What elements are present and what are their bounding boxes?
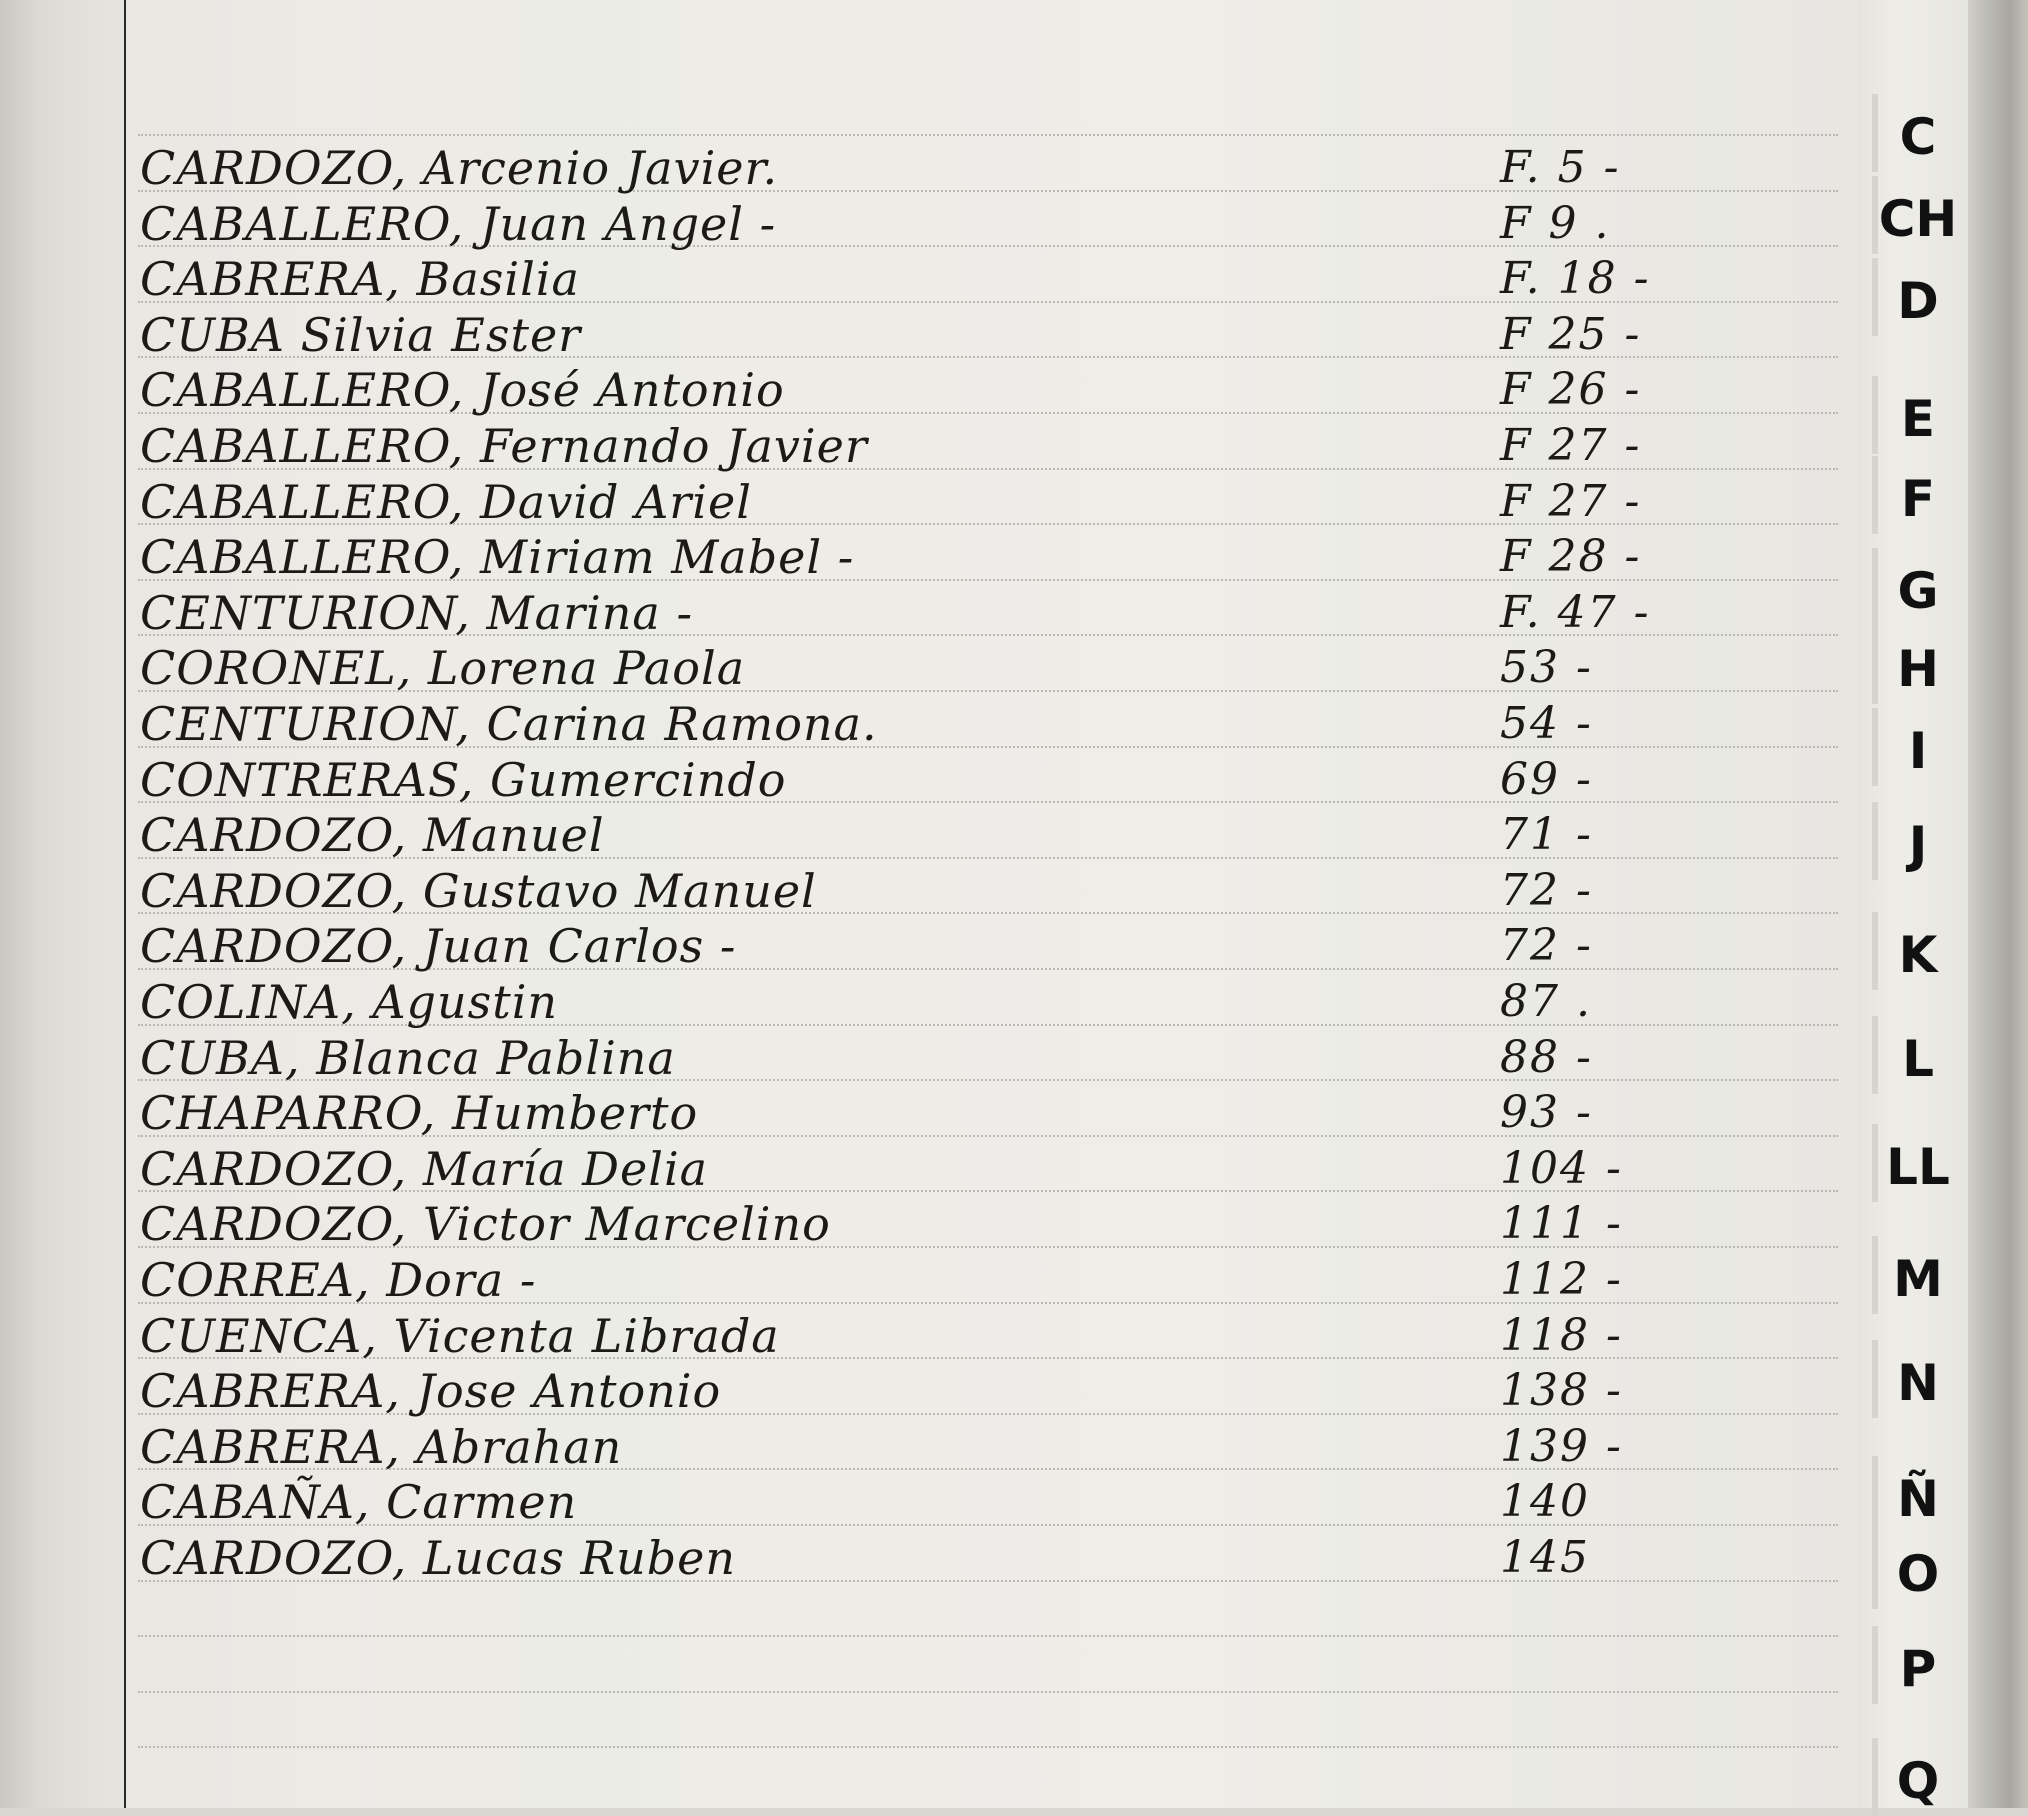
entry-name: CABAÑA, Carmen <box>140 1475 578 1529</box>
tab-divider <box>1872 912 1878 990</box>
entry-folio: 72 - <box>1500 865 1593 916</box>
tab-divider <box>1872 376 1878 454</box>
tab-divider <box>1872 708 1878 786</box>
entry-name: CARDOZO, Juan Carlos - <box>140 919 737 973</box>
entry-folio: 88 - <box>1500 1032 1593 1083</box>
entry-folio: 71 - <box>1500 809 1593 860</box>
tab-divider <box>1872 1016 1878 1094</box>
entry-name: CABRERA, Basilia <box>140 252 580 306</box>
entry-name: CONTRERAS, Gumercindo <box>140 753 787 807</box>
index-tab-k[interactable]: K <box>1898 926 1938 984</box>
entry-name: CABALLERO, Juan Angel - <box>140 197 777 251</box>
index-tab-c[interactable]: C <box>1899 108 1937 166</box>
entry-name: CUENCA, Vicenta Librada <box>140 1309 780 1363</box>
entry-name: CENTURION, Marina - <box>140 586 693 640</box>
entry-name: CABRERA, Abrahan <box>140 1420 623 1474</box>
entry-folio: 138 - <box>1500 1365 1623 1416</box>
entry-name: CABALLERO, José Antonio <box>140 363 785 417</box>
entry-name: CARDOZO, Victor Marcelino <box>140 1197 831 1251</box>
entry-folio: F. 5 - <box>1500 142 1621 193</box>
tab-divider <box>1872 1236 1878 1314</box>
tab-divider <box>1872 548 1878 626</box>
entry-folio: F. 47 - <box>1500 587 1651 638</box>
entry-name: CHAPARRO, Humberto <box>140 1086 699 1140</box>
tab-divider <box>1872 1340 1878 1418</box>
entry-folio: 53 - <box>1500 642 1593 693</box>
entry-folio: 118 - <box>1500 1310 1623 1361</box>
entry-folio: F 27 - <box>1500 476 1642 527</box>
entry-name: CABALLERO, David Ariel <box>140 475 752 529</box>
entry-name: CORREA, Dora - <box>140 1253 537 1307</box>
entry-folio: F 25 - <box>1500 309 1642 360</box>
page-margin-line <box>124 0 126 1808</box>
index-tab-o[interactable]: O <box>1896 1545 1940 1603</box>
entry-folio: F. 18 - <box>1500 253 1651 304</box>
index-tab-j[interactable]: J <box>1908 816 1928 874</box>
entry-name: CARDOZO, Arcenio Javier. <box>140 141 779 195</box>
tab-divider <box>1872 802 1878 880</box>
tab-divider <box>1872 1738 1878 1816</box>
tab-divider <box>1872 94 1878 172</box>
entry-name: CARDOZO, Manuel <box>140 808 605 862</box>
entry-folio: 72 - <box>1500 920 1593 971</box>
ruled-line <box>138 134 1838 136</box>
tab-divider <box>1872 176 1878 254</box>
entry-folio: 139 - <box>1500 1421 1623 1472</box>
index-tab-e[interactable]: E <box>1900 390 1936 448</box>
index-tab-h[interactable]: H <box>1897 640 1939 698</box>
page-edge-left <box>0 0 124 1808</box>
index-tab-n[interactable]: N <box>1897 1354 1939 1412</box>
entry-name: CARDOZO, María Delia <box>140 1142 709 1196</box>
entry-name: CENTURION, Carina Ramona. <box>140 697 878 751</box>
ruled-line <box>138 1746 1838 1748</box>
tab-divider <box>1872 1626 1878 1704</box>
entry-name: CUBA, Blanca Pablina <box>140 1031 676 1085</box>
tab-divider <box>1872 626 1878 704</box>
entry-folio: F 9 . <box>1500 198 1611 249</box>
tab-divider <box>1872 1531 1878 1609</box>
index-tab-g[interactable]: G <box>1897 562 1939 620</box>
index-tab-m[interactable]: M <box>1893 1250 1943 1308</box>
entry-folio: 93 - <box>1500 1087 1593 1138</box>
tab-divider <box>1872 258 1878 336</box>
entry-folio: F 26 - <box>1500 364 1642 415</box>
entry-folio: F 27 - <box>1500 420 1642 471</box>
entry-name: CARDOZO, Gustavo Manuel <box>140 864 817 918</box>
entry-name: CORONEL, Lorena Paola <box>140 641 746 695</box>
entry-folio: 140 <box>1500 1476 1590 1527</box>
tab-divider <box>1872 456 1878 534</box>
ruled-line <box>138 1691 1838 1693</box>
entry-name: CARDOZO, Lucas Ruben <box>140 1531 737 1585</box>
tab-divider <box>1872 1124 1878 1202</box>
entry-folio: 54 - <box>1500 698 1593 749</box>
index-tab-f[interactable]: F <box>1900 470 1936 528</box>
index-tab-p[interactable]: P <box>1899 1640 1937 1698</box>
entry-name: CABALLERO, Miriam Mabel - <box>140 530 855 584</box>
entry-name: CUBA Silvia Ester <box>140 308 582 362</box>
entry-name: COLINA, Agustin <box>140 975 559 1029</box>
entry-folio: 112 - <box>1500 1254 1623 1305</box>
index-tab-d[interactable]: D <box>1897 272 1939 330</box>
index-tab-ch[interactable]: CH <box>1878 190 1958 248</box>
entry-folio: 145 <box>1500 1532 1590 1583</box>
ruled-line <box>138 1635 1838 1637</box>
index-tab-l[interactable]: L <box>1902 1030 1934 1088</box>
entry-folio: 104 - <box>1500 1143 1623 1194</box>
entry-folio: 69 - <box>1500 754 1593 805</box>
index-tab-ll[interactable]: LL <box>1886 1138 1950 1196</box>
entry-name: CABRERA, Jose Antonio <box>140 1364 722 1418</box>
entry-folio: 111 - <box>1500 1198 1623 1249</box>
entry-name: CABALLERO, Fernando Javier <box>140 419 868 473</box>
index-tab-ñ[interactable]: Ñ <box>1897 1470 1939 1528</box>
index-tab-q[interactable]: Q <box>1896 1752 1940 1810</box>
tab-divider <box>1872 1456 1878 1534</box>
entry-folio: F 28 - <box>1500 531 1642 582</box>
entry-folio: 87 . <box>1500 976 1592 1027</box>
index-tab-i[interactable]: I <box>1908 722 1928 780</box>
